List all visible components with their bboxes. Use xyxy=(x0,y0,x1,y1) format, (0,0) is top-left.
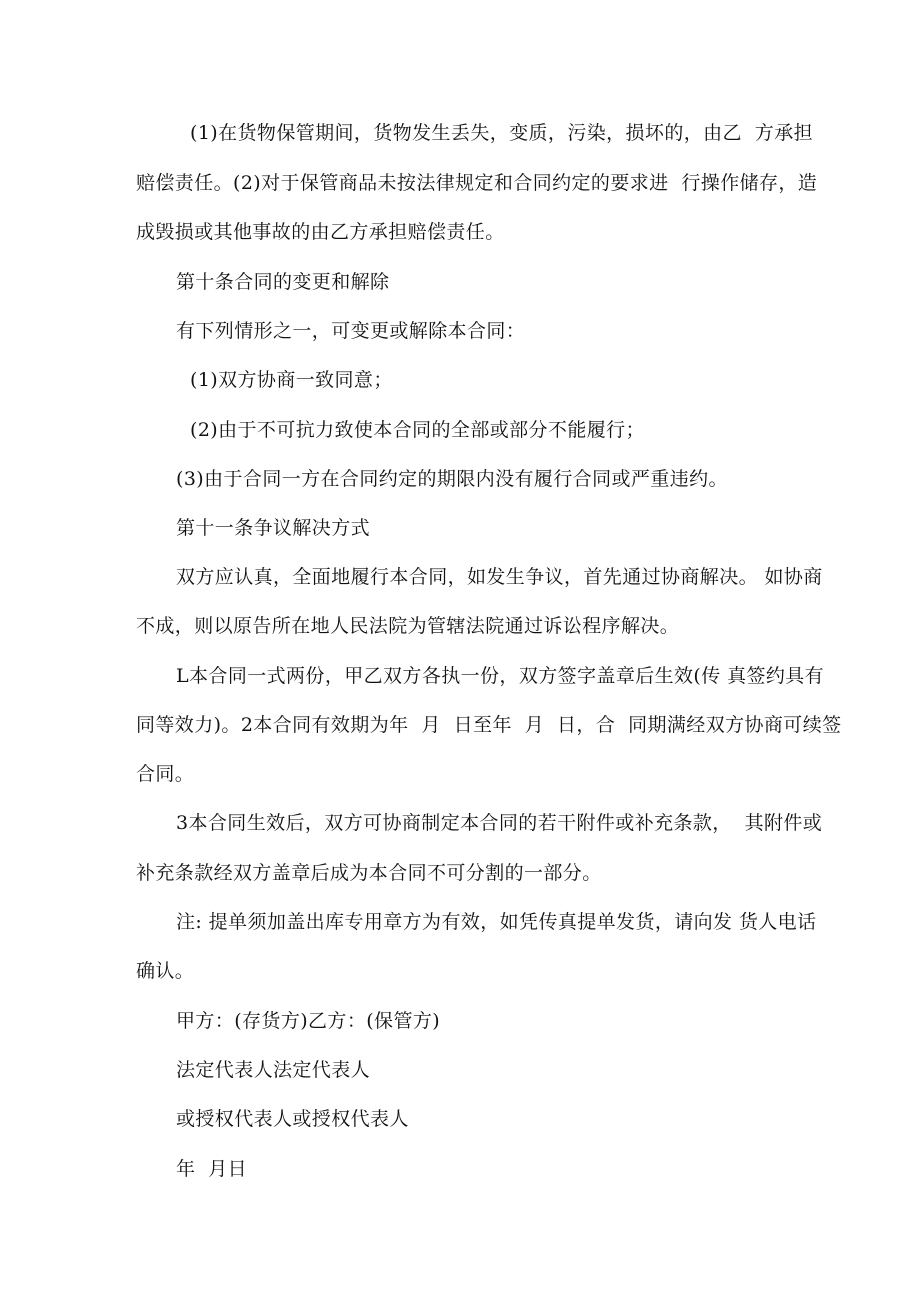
clause-10-intro: 有下列情形之一，可变更或解除本合同： xyxy=(176,320,526,342)
clause-9-item-1-line-2: 赔偿责任。(2)对于保管商品未按法律规定和合同约定的要求进 行操作储存，造 xyxy=(136,172,818,194)
clause-10-item-3: (3)由于合同一方在合同约定的期限内没有履行合同或严重违约。 xyxy=(176,468,728,490)
signature-authorized-representatives: 或授权代表人或授权代表人 xyxy=(176,1108,409,1130)
signature-parties: 甲方：(存货方)乙方：(保管方) xyxy=(176,1010,441,1032)
clause-11-body-line-1: 双方应认真，全面地履行本合同，如发生争议，首先通过协商解决。 如协商 xyxy=(176,566,823,588)
term-1-line-3: 合同。 xyxy=(136,763,195,785)
clause-10-item-1: (1)双方协商一致同意； xyxy=(190,369,393,391)
term-1-line-2: 同等效力)。2本合同有效期为年 月 日至年 月 日，合 同期满经双方协商可续签 xyxy=(136,714,842,736)
clause-11-heading: 第十一条争议解决方式 xyxy=(176,517,371,539)
clause-10-item-2: (2)由于不可抗力致使本合同的全部或部分不能履行； xyxy=(190,419,645,441)
term-3-line-1: 3本合同生效后，双方可协商制定本合同的若干附件或补充条款， 其附件或 xyxy=(176,812,823,834)
clause-10-heading: 第十条合同的变更和解除 xyxy=(176,271,390,293)
note-line-1: 注: 提单须加盖出库专用章方为有效，如凭传真提单发货，请向发 货人电话 xyxy=(176,911,817,933)
signature-legal-representatives: 法定代表人法定代表人 xyxy=(176,1059,371,1081)
signature-date: 年 月日 xyxy=(176,1158,248,1180)
term-3-line-2: 补充条款经双方盖章后成为本合同不可分割的一部分。 xyxy=(136,862,602,884)
clause-9-item-2-line-end: 成毁损或其他事故的由乙方承担赔偿责任。 xyxy=(136,221,505,243)
term-1-line-1: L本合同一式两份，甲乙双方各执一份，双方签字盖章后生效(传 真签约具有 xyxy=(176,665,825,687)
clause-9-item-1-line-1: (1)在货物保管期间，货物发生丢失，变质，污染，损坏的，由乙 方承担 xyxy=(190,122,813,144)
note-line-2: 确认。 xyxy=(136,960,195,982)
clause-11-body-line-2: 不成，则以原告所在地人民法院为管辖法院通过诉讼程序解决。 xyxy=(136,615,680,637)
